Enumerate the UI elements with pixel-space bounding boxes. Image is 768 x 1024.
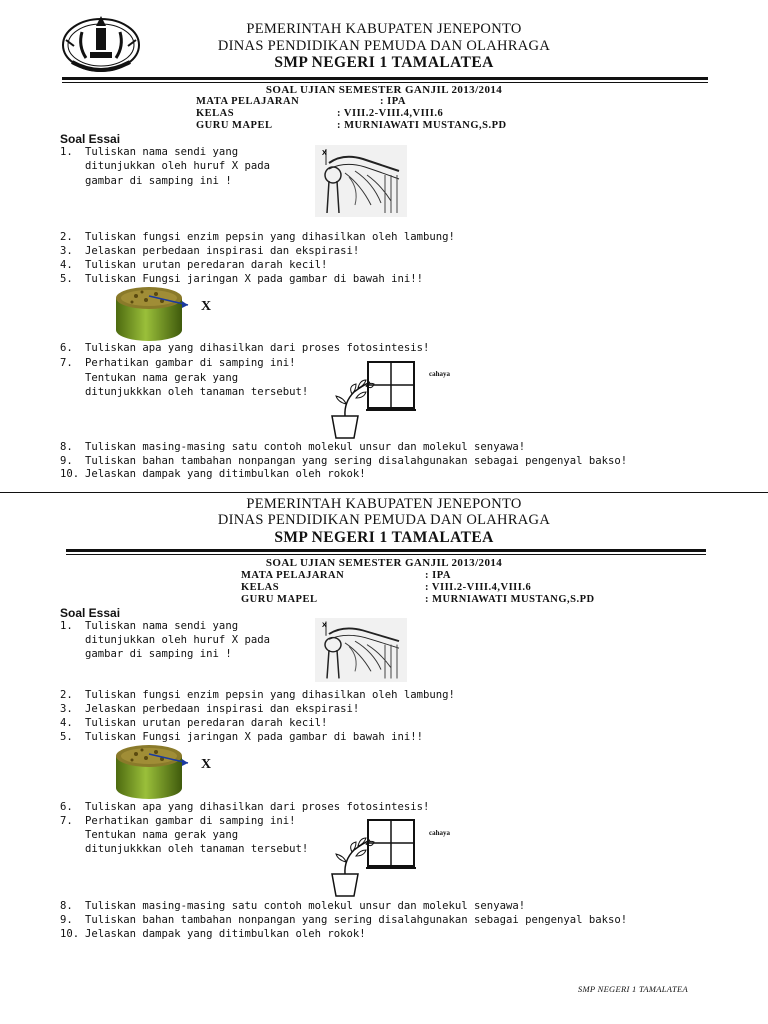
question-1-line-3: gambar di samping ini ! (85, 175, 232, 187)
question-4: 4. Tuliskan urutan peredaran darah kecil! (60, 717, 328, 729)
question-10: 10. Jelaskan dampak yang ditimbulkan oleh rokok! (60, 928, 366, 940)
question-8: 8. Tuliskan masing-masing satu contoh molekul unsur dan molekul senyawa! (60, 441, 526, 453)
header-divider (62, 77, 708, 80)
teacher-label: GURU MAPEL (241, 594, 318, 605)
tissue-cylinder-figure (112, 282, 190, 344)
page-footer: SMP NEGERI 1 TAMALATEA (577, 984, 688, 994)
shoulder-joint-figure (315, 145, 407, 217)
question-6: 6. Tuliskan apa yang dihasilkan dari proses fotosintesis! (60, 342, 430, 354)
header-line-3: SMP NEGERI 1 TAMALATEA (274, 529, 494, 546)
phototropism-figure (326, 816, 428, 898)
question-3: 3. Jelaskan perbedaan inspirasi dan ekspirasi! (60, 245, 360, 257)
header-line-2: DINAS PENDIDIKAN PEMUDA DAN OLAHRAGA (217, 512, 551, 528)
header-line-1: PEMERINTAH KABUPATEN JENEPONTO (246, 496, 522, 512)
question-7-line-2: Tentukan nama gerak yang (85, 372, 239, 384)
question-1-line-3: gambar di samping ini ! (85, 648, 232, 660)
question-1: 1. Tuliskan nama sendi yang (60, 620, 239, 632)
header-line-1: PEMERINTAH KABUPATEN JENEPONTO (246, 21, 522, 37)
question-1-line-2: ditunjukkan oleh huruf X pada (85, 634, 270, 646)
shoulder-joint-figure (315, 618, 407, 682)
teacher-value: : MURNIAWATI MUSTANG,S.PD (337, 120, 507, 131)
section-title: Soal Essai (60, 606, 121, 620)
light-label: cahaya (429, 829, 450, 837)
header-divider (66, 549, 706, 552)
question-2: 2. Tuliskan fungsi enzim pepsin yang dihasilkan oleh lambung! (60, 689, 455, 701)
header-divider-thin (62, 82, 708, 83)
subject-value: : IPA (380, 96, 406, 107)
copy-separator (0, 492, 768, 493)
question-7: 7. Perhatikan gambar di samping ini! (60, 357, 296, 369)
header-line-3: SMP NEGERI 1 TAMALATEA (274, 54, 494, 71)
phototropism-figure (326, 358, 428, 440)
tissue-x-label: X (201, 757, 212, 772)
question-5: 5. Tuliskan Fungsi jaringan X pada gambar di bawah ini!! (60, 273, 424, 285)
tissue-x-label: X (201, 299, 212, 314)
subject-label: MATA PELAJARAN (196, 96, 300, 107)
subject-label: MATA PELAJARAN (241, 570, 345, 581)
joint-x-label: X (322, 622, 327, 629)
question-1-line-2: ditunjukkan oleh huruf X pada (85, 160, 270, 172)
question-9: 9. Tuliskan bahan tambahan nonpangan yang sering disalahgunakan sebagai pengenyal bakso! (60, 914, 628, 926)
question-7-line-2: Tentukan nama gerak yang (85, 829, 239, 841)
section-title: Soal Essai (60, 132, 121, 146)
question-4: 4. Tuliskan urutan peredaran darah kecil! (60, 259, 328, 271)
question-8: 8. Tuliskan masing-masing satu contoh molekul unsur dan molekul senyawa! (60, 900, 526, 912)
question-7-line-3: ditunjukkkan oleh tanaman tersebut! (85, 386, 309, 398)
question-9: 9. Tuliskan bahan tambahan nonpangan yang sering disalahgunakan sebagai pengenyal bakso! (60, 455, 628, 467)
question-3: 3. Jelaskan perbedaan inspirasi dan ekspirasi! (60, 703, 360, 715)
class-value: : VIII.2-VIII.4,VIII.6 (425, 582, 532, 593)
class-label: KELAS (196, 108, 235, 119)
tissue-cylinder-figure (112, 740, 190, 802)
light-label: cahaya (429, 370, 450, 378)
header-line-2: DINAS PENDIDIKAN PEMUDA DAN OLAHRAGA (217, 38, 551, 54)
teacher-value: : MURNIAWATI MUSTANG,S.PD (425, 594, 595, 605)
subject-value: : IPA (425, 570, 451, 581)
exam-title: SOAL UJIAN SEMESTER GANJIL 2013/2014 (265, 84, 503, 96)
teacher-label: GURU MAPEL (196, 120, 273, 131)
class-label: KELAS (241, 582, 280, 593)
question-7: 7. Perhatikan gambar di samping ini! (60, 815, 296, 827)
question-1: 1. Tuliskan nama sendi yang (60, 146, 239, 158)
question-2: 2. Tuliskan fungsi enzim pepsin yang dihasilkan oleh lambung! (60, 231, 455, 243)
class-value: : VIII.2-VIII.4,VIII.6 (337, 108, 444, 119)
question-6: 6. Tuliskan apa yang dihasilkan dari proses fotosintesis! (60, 801, 430, 813)
question-7-line-3: ditunjukkkan oleh tanaman tersebut! (85, 843, 309, 855)
question-10: 10. Jelaskan dampak yang ditimbulkan oleh rokok! (60, 468, 366, 480)
question-5: 5. Tuliskan Fungsi jaringan X pada gambar di bawah ini!! (60, 731, 424, 743)
joint-x-label: X (322, 150, 327, 157)
header-divider-thin (66, 554, 706, 555)
exam-title: SOAL UJIAN SEMESTER GANJIL 2013/2014 (265, 557, 503, 569)
